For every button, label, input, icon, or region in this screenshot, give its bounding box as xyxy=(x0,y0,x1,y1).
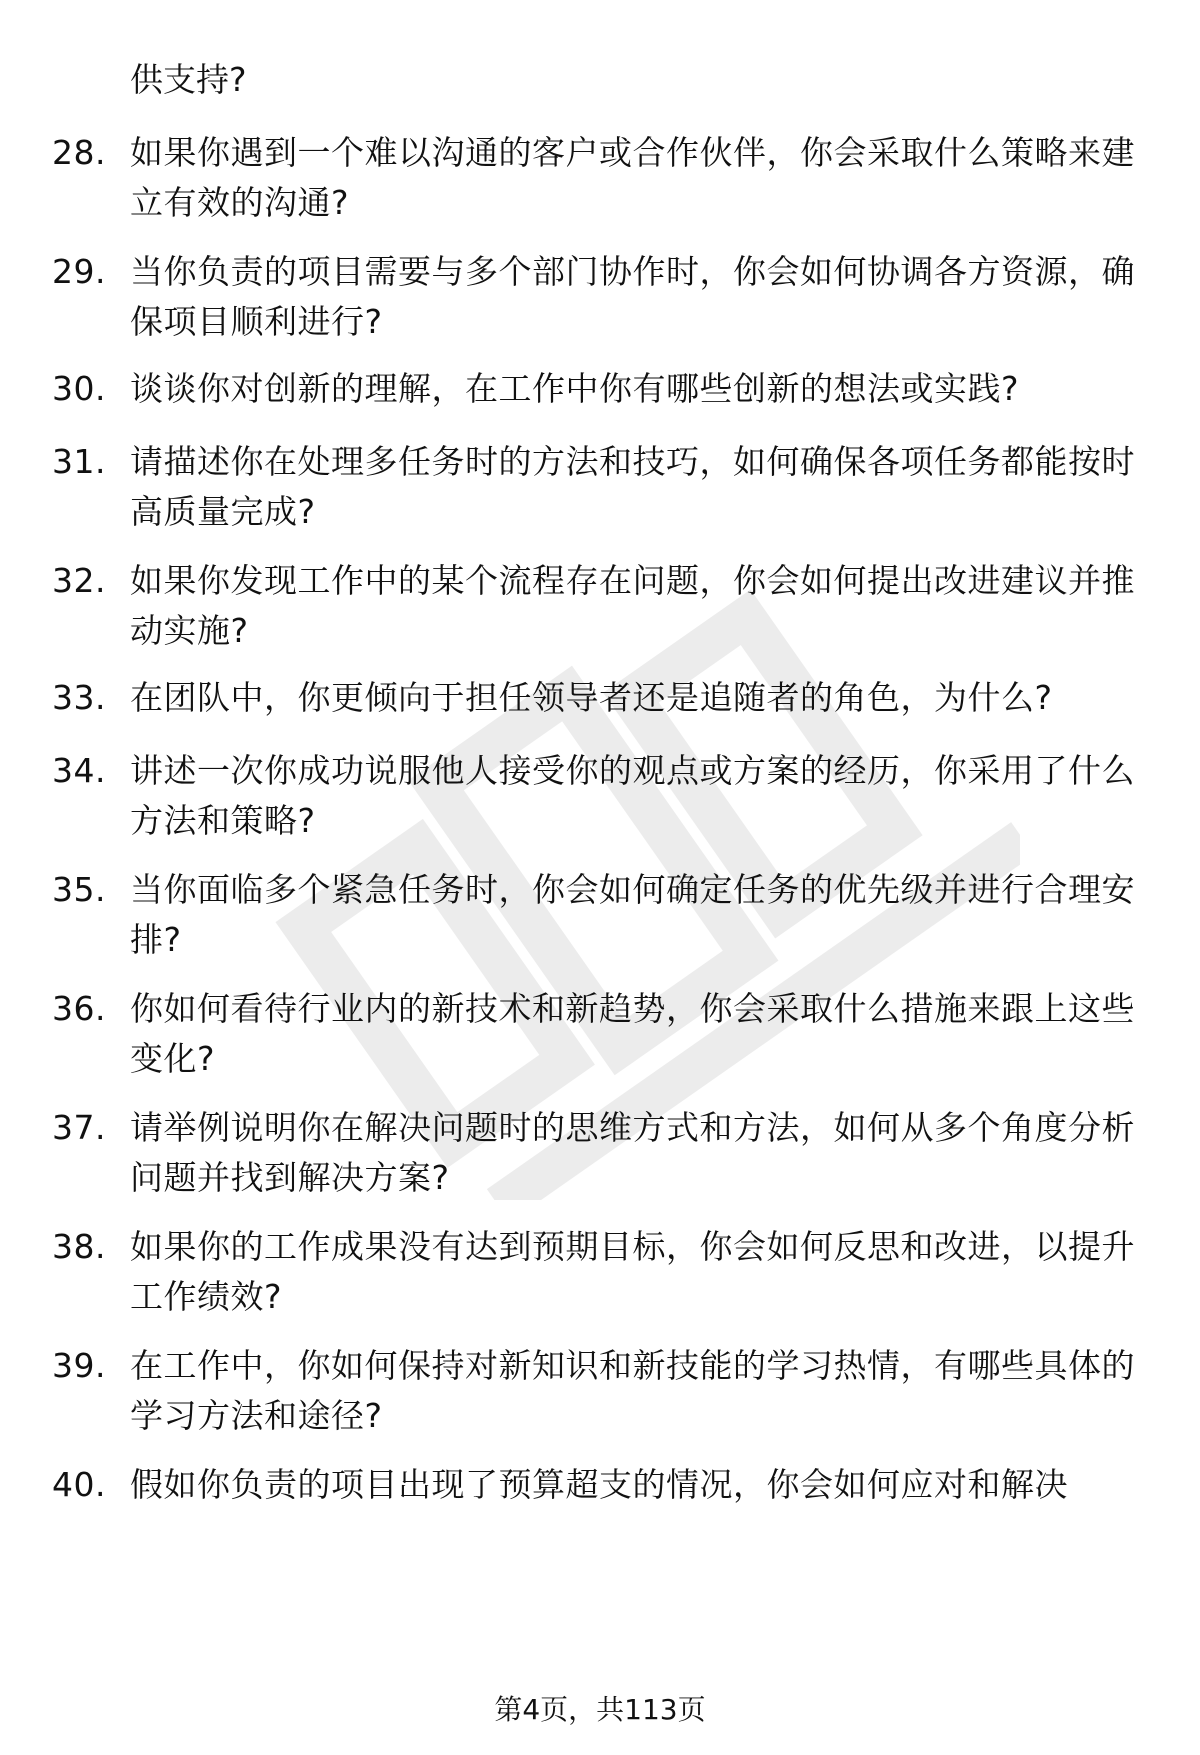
question-number: 33. xyxy=(52,678,106,717)
question-text: 当你面临多个紧急任务时，你会如何确定任务的优先级并进行合理安排? xyxy=(130,870,1135,959)
question-number: 34. xyxy=(52,751,106,790)
question-text: 在团队中，你更倾向于担任领导者还是追随者的角色，为什么? xyxy=(130,678,1053,717)
question-text: 讲述一次你成功说服他人接受你的观点或方案的经历，你采用了什么方法和策略? xyxy=(130,751,1135,840)
question-number: 37. xyxy=(52,1108,106,1147)
question-text: 你如何看待行业内的新技术和新趋势，你会采取什么措施来跟上这些变化? xyxy=(130,989,1135,1078)
question-text: 如果你发现工作中的某个流程存在问题，你会如何提出改进建议并推动实施? xyxy=(130,561,1135,650)
continuation-text: 供支持? xyxy=(130,60,247,99)
question-text: 在工作中，你如何保持对新知识和新技能的学习热情，有哪些具体的学习方法和途径? xyxy=(130,1346,1135,1435)
question-number: 29. xyxy=(52,252,106,291)
question-number: 40. xyxy=(52,1465,106,1504)
question-text: 请描述你在处理多任务时的方法和技巧，如何确保各项任务都能按时高质量完成? xyxy=(130,442,1135,531)
question-number: 39. xyxy=(52,1346,106,1385)
question-text: 当你负责的项目需要与多个部门协作时，你会如何协调各方资源，确保项目顺利进行? xyxy=(130,252,1135,341)
question-number: 36. xyxy=(52,989,106,1028)
question-text: 谈谈你对创新的理解，在工作中你有哪些创新的想法或实践? xyxy=(130,369,1020,408)
page-footer: 第4页，共113页 xyxy=(494,1693,706,1726)
question-number: 31. xyxy=(52,442,106,481)
question-text: 如果你遇到一个难以沟通的客户或合作伙伴，你会采取什么策略来建立有效的沟通? xyxy=(130,133,1135,222)
question-number: 38. xyxy=(52,1227,106,1266)
question-number: 30. xyxy=(52,369,106,408)
question-text: 请举例说明你在解决问题时的思维方式和方法，如何从多个角度分析问题并找到解决方案? xyxy=(130,1108,1135,1197)
question-number: 35. xyxy=(52,870,106,909)
question-number: 28. xyxy=(52,133,106,172)
question-text: 如果你的工作成果没有达到预期目标，你会如何反思和改进，以提升工作绩效? xyxy=(130,1227,1135,1316)
question-number: 32. xyxy=(52,561,106,600)
question-text: 假如你负责的项目出现了预算超支的情况，你会如何应对和解决 xyxy=(130,1465,1068,1504)
